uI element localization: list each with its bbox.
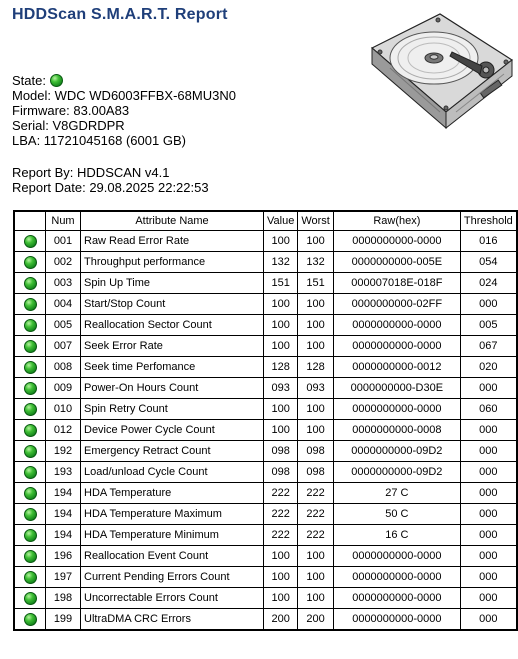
green-status-icon bbox=[24, 298, 37, 311]
cell-num: 012 bbox=[46, 420, 81, 441]
cell-num: 192 bbox=[46, 441, 81, 462]
green-status-icon bbox=[24, 571, 37, 584]
row-status bbox=[14, 525, 46, 546]
cell-threshold: 000 bbox=[460, 294, 516, 315]
cell-raw-hex: 000007018E-018F bbox=[333, 273, 460, 294]
cell-attribute-name: Power-On Hours Count bbox=[81, 378, 264, 399]
cell-value: 098 bbox=[264, 441, 298, 462]
serial-line: Serial: V8GDRDPR bbox=[12, 118, 125, 133]
table-row bbox=[14, 567, 517, 588]
cell-attribute-name: Seek Error Rate bbox=[81, 336, 264, 357]
cell-threshold: 000 bbox=[460, 462, 516, 483]
table-row bbox=[14, 546, 517, 567]
table-row bbox=[14, 399, 517, 420]
row-status bbox=[14, 273, 46, 294]
cell-threshold: 000 bbox=[460, 483, 516, 504]
header-worst: Worst bbox=[298, 211, 334, 231]
cell-attribute-name: UltraDMA CRC Errors bbox=[81, 609, 264, 631]
cell-threshold: 060 bbox=[460, 399, 516, 420]
cell-threshold: 000 bbox=[460, 525, 516, 546]
cell-raw-hex: 0000000000-0000 bbox=[333, 315, 460, 336]
cell-worst: 132 bbox=[298, 252, 334, 273]
cell-num: 001 bbox=[46, 231, 81, 252]
cell-value: 128 bbox=[264, 357, 298, 378]
row-status bbox=[14, 357, 46, 378]
cell-num: 194 bbox=[46, 483, 81, 504]
cell-value: 100 bbox=[264, 315, 298, 336]
table-row bbox=[14, 378, 517, 399]
cell-num: 004 bbox=[46, 294, 81, 315]
cell-raw-hex: 27 C bbox=[333, 483, 460, 504]
cell-worst: 100 bbox=[298, 420, 334, 441]
table-row bbox=[14, 357, 517, 378]
row-status bbox=[14, 441, 46, 462]
cell-num: 005 bbox=[46, 315, 81, 336]
report-date: Report Date: 29.08.2025 22:22:53 bbox=[12, 180, 209, 195]
cell-raw-hex: 16 C bbox=[333, 525, 460, 546]
firmware-line: Firmware: 83.00A83 bbox=[12, 103, 130, 118]
cell-worst: 093 bbox=[298, 378, 334, 399]
green-status-icon bbox=[24, 403, 37, 416]
cell-threshold: 020 bbox=[460, 357, 516, 378]
green-status-icon bbox=[24, 424, 37, 437]
green-status-icon bbox=[24, 592, 37, 605]
table-row bbox=[14, 525, 517, 546]
model-line: Model: WDC WD6003FFBX-68MU3N0 bbox=[12, 88, 236, 103]
cell-value: 222 bbox=[264, 483, 298, 504]
green-status-icon bbox=[24, 529, 37, 542]
cell-value: 200 bbox=[264, 609, 298, 631]
cell-raw-hex: 50 C bbox=[333, 504, 460, 525]
cell-worst: 100 bbox=[298, 294, 334, 315]
cell-threshold: 054 bbox=[460, 252, 516, 273]
report-title: HDDScan S.M.A.R.T. Report bbox=[12, 6, 228, 23]
cell-attribute-name: Reallocation Event Count bbox=[81, 546, 264, 567]
cell-worst: 222 bbox=[298, 525, 334, 546]
cell-attribute-name: Uncorrectable Errors Count bbox=[81, 588, 264, 609]
table-row bbox=[14, 609, 517, 631]
cell-attribute-name: HDA Temperature Maximum bbox=[81, 504, 264, 525]
row-status bbox=[14, 609, 46, 631]
cell-threshold: 000 bbox=[460, 546, 516, 567]
cell-attribute-name: Spin Up Time bbox=[81, 273, 264, 294]
state-label: State: bbox=[12, 73, 46, 88]
cell-raw-hex: 0000000000-0000 bbox=[333, 546, 460, 567]
cell-num: 010 bbox=[46, 399, 81, 420]
table-row bbox=[14, 273, 517, 294]
cell-attribute-name: Throughput performance bbox=[81, 252, 264, 273]
cell-num: 002 bbox=[46, 252, 81, 273]
green-status-icon bbox=[24, 487, 37, 500]
cell-value: 098 bbox=[264, 462, 298, 483]
cell-value: 100 bbox=[264, 546, 298, 567]
cell-threshold: 067 bbox=[460, 336, 516, 357]
cell-attribute-name: HDA Temperature bbox=[81, 483, 264, 504]
header-raw-hex: Raw(hex) bbox=[333, 211, 460, 231]
row-status bbox=[14, 567, 46, 588]
table-row bbox=[14, 420, 517, 441]
cell-worst: 100 bbox=[298, 231, 334, 252]
header-threshold: Threshold bbox=[460, 211, 516, 231]
table-row bbox=[14, 441, 517, 462]
report-meta bbox=[12, 165, 209, 195]
cell-threshold: 000 bbox=[460, 441, 516, 462]
row-status bbox=[14, 504, 46, 525]
cell-value: 100 bbox=[264, 294, 298, 315]
table-row bbox=[14, 336, 517, 357]
cell-num: 194 bbox=[46, 525, 81, 546]
cell-num: 194 bbox=[46, 504, 81, 525]
cell-num: 193 bbox=[46, 462, 81, 483]
cell-threshold: 000 bbox=[460, 609, 516, 631]
row-status bbox=[14, 252, 46, 273]
green-status-icon bbox=[24, 235, 37, 248]
cell-raw-hex: 0000000000-02FF bbox=[333, 294, 460, 315]
cell-threshold: 000 bbox=[460, 420, 516, 441]
cell-threshold: 024 bbox=[460, 273, 516, 294]
cell-raw-hex: 0000000000-0000 bbox=[333, 336, 460, 357]
cell-value: 222 bbox=[264, 504, 298, 525]
cell-threshold: 000 bbox=[460, 588, 516, 609]
smart-table bbox=[13, 210, 518, 631]
cell-value: 100 bbox=[264, 588, 298, 609]
cell-threshold: 000 bbox=[460, 567, 516, 588]
cell-attribute-name: Raw Read Error Rate bbox=[81, 231, 264, 252]
row-status bbox=[14, 399, 46, 420]
green-status-icon bbox=[24, 445, 37, 458]
header-num: Num bbox=[46, 211, 81, 231]
green-status-icon bbox=[24, 256, 37, 269]
cell-num: 197 bbox=[46, 567, 81, 588]
cell-raw-hex: 0000000000-0000 bbox=[333, 588, 460, 609]
cell-num: 199 bbox=[46, 609, 81, 631]
cell-worst: 100 bbox=[298, 399, 334, 420]
cell-num: 008 bbox=[46, 357, 81, 378]
row-status bbox=[14, 420, 46, 441]
lba-line: LBA: 11721045168 (6001 GB) bbox=[12, 133, 186, 148]
header-status bbox=[14, 211, 46, 231]
green-status-icon bbox=[24, 340, 37, 353]
header-attribute-name: Attribute Name bbox=[81, 211, 264, 231]
cell-raw-hex: 0000000000-09D2 bbox=[333, 441, 460, 462]
cell-worst: 151 bbox=[298, 273, 334, 294]
green-status-icon bbox=[24, 361, 37, 374]
cell-worst: 100 bbox=[298, 588, 334, 609]
cell-attribute-name: HDA Temperature Minimum bbox=[81, 525, 264, 546]
cell-raw-hex: 0000000000-005E bbox=[333, 252, 460, 273]
cell-value: 222 bbox=[264, 525, 298, 546]
cell-num: 198 bbox=[46, 588, 81, 609]
cell-worst: 100 bbox=[298, 546, 334, 567]
cell-attribute-name: Seek time Perfomance bbox=[81, 357, 264, 378]
header-value: Value bbox=[264, 211, 298, 231]
green-status-icon bbox=[24, 277, 37, 290]
cell-value: 132 bbox=[264, 252, 298, 273]
cell-value: 100 bbox=[264, 567, 298, 588]
cell-threshold: 005 bbox=[460, 315, 516, 336]
table-row bbox=[14, 504, 517, 525]
cell-value: 100 bbox=[264, 336, 298, 357]
table-header-row bbox=[14, 211, 517, 231]
cell-num: 196 bbox=[46, 546, 81, 567]
cell-raw-hex: 0000000000-0008 bbox=[333, 420, 460, 441]
green-status-icon bbox=[24, 382, 37, 395]
cell-raw-hex: 0000000000-0000 bbox=[333, 399, 460, 420]
cell-value: 093 bbox=[264, 378, 298, 399]
cell-worst: 098 bbox=[298, 462, 334, 483]
row-status bbox=[14, 588, 46, 609]
cell-attribute-name: Emergency Retract Count bbox=[81, 441, 264, 462]
row-status bbox=[14, 231, 46, 252]
cell-num: 003 bbox=[46, 273, 81, 294]
row-status bbox=[14, 336, 46, 357]
green-status-icon bbox=[24, 508, 37, 521]
cell-attribute-name: Load/unload Cycle Count bbox=[81, 462, 264, 483]
report-by: Report By: HDDSCAN v4.1 bbox=[12, 165, 170, 180]
table-row bbox=[14, 315, 517, 336]
row-status bbox=[14, 462, 46, 483]
cell-value: 100 bbox=[264, 399, 298, 420]
table-row bbox=[14, 588, 517, 609]
table-row bbox=[14, 252, 517, 273]
row-status bbox=[14, 315, 46, 336]
cell-worst: 100 bbox=[298, 567, 334, 588]
cell-attribute-name: Device Power Cycle Count bbox=[81, 420, 264, 441]
green-status-icon bbox=[24, 466, 37, 479]
cell-worst: 100 bbox=[298, 336, 334, 357]
cell-raw-hex: 0000000000-0000 bbox=[333, 231, 460, 252]
cell-threshold: 016 bbox=[460, 231, 516, 252]
cell-raw-hex: 0000000000-0000 bbox=[333, 567, 460, 588]
green-status-icon bbox=[24, 613, 37, 626]
green-status-icon bbox=[50, 74, 63, 87]
cell-attribute-name: Start/Stop Count bbox=[81, 294, 264, 315]
cell-num: 009 bbox=[46, 378, 81, 399]
row-status bbox=[14, 483, 46, 504]
green-status-icon bbox=[24, 550, 37, 563]
cell-threshold: 000 bbox=[460, 378, 516, 399]
cell-raw-hex: 0000000000-0000 bbox=[333, 609, 460, 631]
cell-worst: 222 bbox=[298, 504, 334, 525]
row-status bbox=[14, 546, 46, 567]
cell-attribute-name: Reallocation Sector Count bbox=[81, 315, 264, 336]
cell-value: 100 bbox=[264, 420, 298, 441]
drive-info bbox=[12, 73, 236, 148]
table-row bbox=[14, 483, 517, 504]
cell-worst: 222 bbox=[298, 483, 334, 504]
cell-value: 151 bbox=[264, 273, 298, 294]
cell-value: 100 bbox=[264, 231, 298, 252]
cell-raw-hex: 0000000000-D30E bbox=[333, 378, 460, 399]
state-line bbox=[12, 73, 236, 88]
cell-worst: 200 bbox=[298, 609, 334, 631]
cell-attribute-name: Spin Retry Count bbox=[81, 399, 264, 420]
table-row bbox=[14, 294, 517, 315]
cell-worst: 098 bbox=[298, 441, 334, 462]
cell-raw-hex: 0000000000-09D2 bbox=[333, 462, 460, 483]
cell-attribute-name: Current Pending Errors Count bbox=[81, 567, 264, 588]
table-row bbox=[14, 231, 517, 252]
cell-worst: 100 bbox=[298, 315, 334, 336]
row-status bbox=[14, 294, 46, 315]
green-status-icon bbox=[24, 319, 37, 332]
table-row bbox=[14, 462, 517, 483]
cell-threshold: 000 bbox=[460, 504, 516, 525]
row-status bbox=[14, 378, 46, 399]
cell-num: 007 bbox=[46, 336, 81, 357]
cell-worst: 128 bbox=[298, 357, 334, 378]
cell-raw-hex: 0000000000-0012 bbox=[333, 357, 460, 378]
hard-drive-icon bbox=[360, 8, 518, 156]
